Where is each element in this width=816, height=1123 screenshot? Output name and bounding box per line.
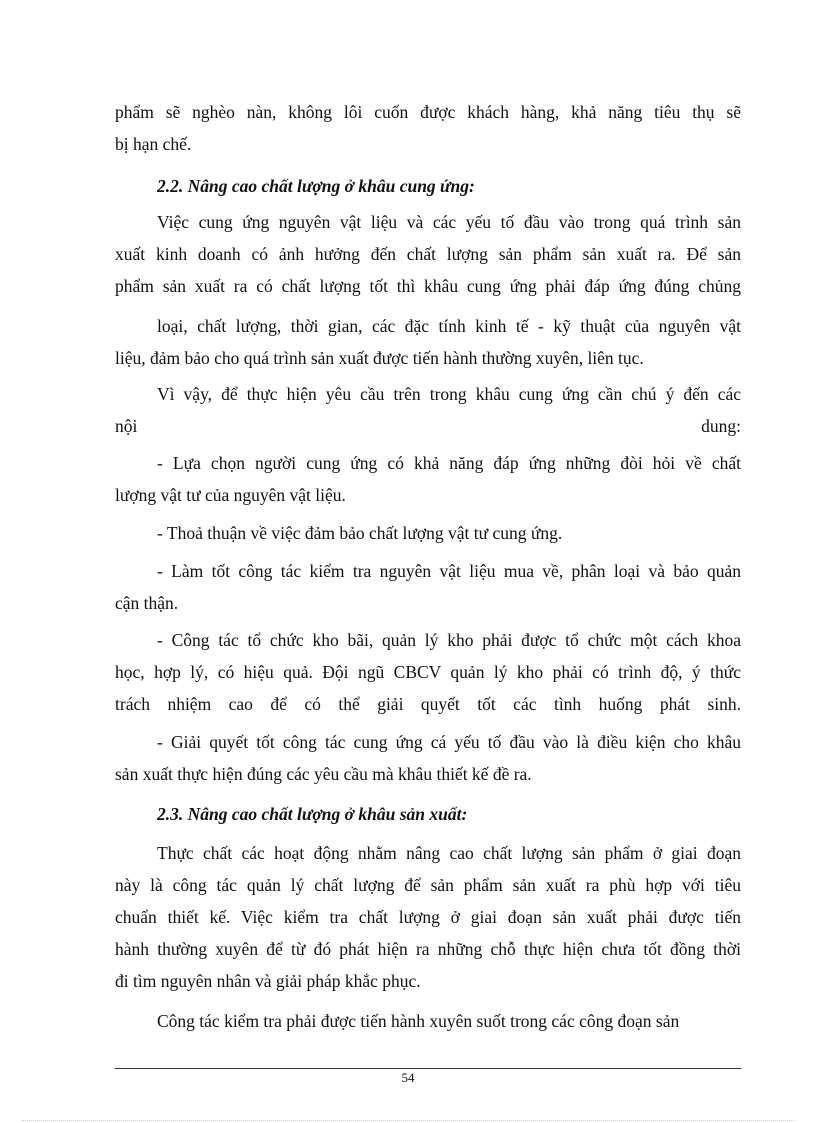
- text-line: - Lựa chọn người cung ứng có khả năng đáp ứng những đòi hỏi về chất: [157, 453, 741, 473]
- text-line: - Thoả thuận về việc đảm bảo chất lượng vật tư cung ứng.: [157, 523, 563, 543]
- text-line: này là công tác quản lý chất lượng để sản phẩm sản xuất ra phù hợp với tiêu: [115, 875, 741, 895]
- text-line: Vì vậy, để thực hiện yêu cầu trên trong khâu cung ứng cần chú ý đến các: [157, 384, 741, 404]
- text-line: chuẩn thiết kế. Việc kiểm tra chất lượng ở giai đoạn sản xuất phải được tiến: [115, 907, 741, 927]
- text-line: lượng vật tư của nguyên vật liệu.: [115, 485, 346, 505]
- footer-divider: [115, 1068, 741, 1069]
- section-heading-2-3: 2.3. Nâng cao chất lượng ở khâu sản xuất:: [157, 804, 468, 824]
- text-line: nội dung:: [115, 416, 741, 436]
- text-line: cận thận.: [115, 593, 179, 613]
- text-line: Việc cung ứng nguyên vật liệu và các yếu tố đầu vào trong quá trình sản: [157, 212, 741, 232]
- text-line: sản xuất thực hiện đúng các yêu cầu mà khâu thiết kế đề ra.: [115, 764, 532, 784]
- text-line: Công tác kiểm tra phải được tiến hành xuyên suốt trong các công đoạn sản: [157, 1011, 680, 1031]
- text-line: đi tìm nguyên nhân và giải pháp khắc phục.: [115, 971, 421, 991]
- text-line: - Làm tốt công tác kiểm tra nguyên vật liệu mua về, phân loại và bảo quản: [157, 561, 741, 581]
- text-line: trách nhiệm cao để có thể giải quyết tốt các tình huống phát sinh.: [115, 694, 741, 714]
- page-number: 54: [401, 1070, 415, 1085]
- text-line: loại, chất lượng, thời gian, các đặc tính kinh tế - kỹ thuật của nguyên vật: [157, 316, 741, 336]
- text-line: liệu, đảm bảo cho quá trình sản xuất được tiến hành thường xuyên, liên tục.: [115, 348, 644, 368]
- text-line: - Giải quyết tốt công tác cung ứng cá yếu tố đầu vào là điều kiện cho khâu: [157, 732, 741, 752]
- text-line: Thực chất các hoạt động nhằm nâng cao chất lượng sản phẩm ở giai đoạn: [157, 843, 741, 863]
- text-line: phẩm sản xuất ra có chất lượng tốt thì khâu cung ứng phải đáp ứng đúng chủng: [115, 276, 741, 296]
- section-heading-2-2: 2.2. Nâng cao chất lượng ở khâu cung ứng:: [157, 176, 475, 196]
- page-bottom-border: [22, 1120, 794, 1121]
- text-line: bị hạn chế.: [115, 134, 192, 154]
- text-line: hành thường xuyên để từ đó phát hiện ra những chỗ thực hiện chưa tốt đồng thời: [115, 939, 741, 959]
- text-line: phẩm sẽ nghèo nàn, không lôi cuốn được khách hàng, khả năng tiêu thụ sẽ: [115, 102, 741, 122]
- text-line: xuất kinh doanh có ảnh hưởng đến chất lượng sản phẩm sản xuất ra. Để sản: [115, 244, 741, 264]
- text-line: - Công tác tổ chức kho bãi, quản lý kho phải được tổ chức một cách khoa: [157, 630, 741, 650]
- text-line: học, hợp lý, có hiệu quả. Đội ngũ CBCV quản lý kho phải có trình độ, ý thức: [115, 662, 741, 682]
